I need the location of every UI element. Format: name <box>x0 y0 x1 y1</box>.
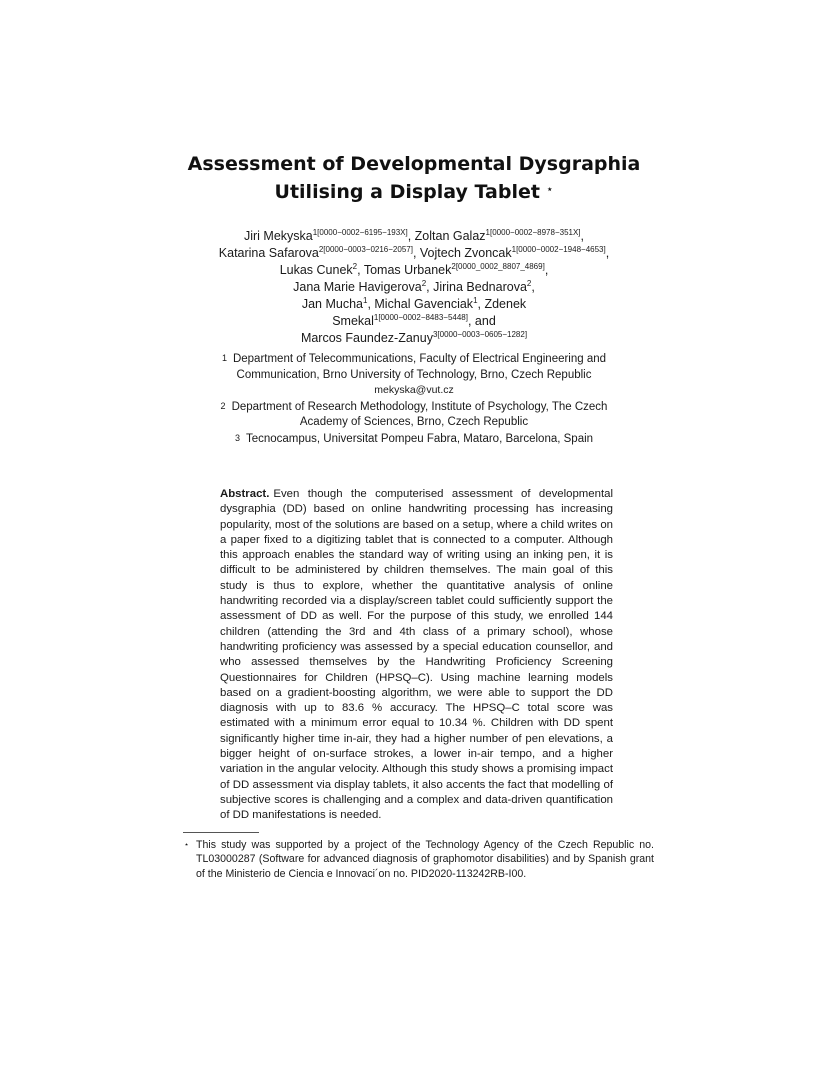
author-name: Jiri Mekyska <box>243 229 313 243</box>
author-affil-mark: 1 <box>473 296 478 305</box>
author-name: Katarina Safarova <box>218 246 319 260</box>
affiliation-1-cont <box>0 368 828 384</box>
author-orcid: 1[0000−0002−8483−5448] <box>373 313 468 322</box>
title-text-1: Assessment of Developmental Dysgraphia <box>187 153 641 175</box>
affiliation-number: 3 <box>234 432 240 443</box>
affiliation-text: Tecnocampus, Universitat Pompeu Fabra, Mataro, Barcelona, Spain <box>245 432 594 445</box>
affiliation-3 <box>0 431 828 448</box>
author-line-5 <box>0 296 828 313</box>
author-name: , Michal Gavenciak <box>367 297 474 311</box>
author-line-2 <box>0 245 828 262</box>
author-orcid: 1[0000−0002−6195−193X] <box>312 228 408 237</box>
author-name: Smekal <box>332 314 374 328</box>
affiliation-text: Communication, Brno University of Technology, Brno, Czech Republic <box>236 368 592 381</box>
affiliation-list <box>0 351 828 447</box>
title-footnote-marker: ⋆ <box>545 182 554 196</box>
author-name: Jana Marie Havigerova <box>293 280 422 294</box>
footnote <box>184 838 654 881</box>
affiliation-number: 2 <box>220 400 226 411</box>
author-orcid: 2[0000_0002_8807_4869] <box>451 262 545 271</box>
author-name: , Jirina Bednarova <box>426 280 527 294</box>
author-line-3 <box>0 262 828 279</box>
author-separator: , <box>580 229 585 243</box>
affiliation-2 <box>0 399 828 416</box>
abstract-text: Even though the computerised assessment of developmental dysgraphia (DD) based on online handwriting processing has increasing popularity, most of the solutions are based on a setup, where a child writes on a paper fixed to a digitizing tablet that is connected to a computer. Although this approach enables the standard way of writing using an inking pen, it is difficult to be administered by children themselves. The main goal of this study is thus to explore, whether the quantitative analysis of online handwriting recorded via a display/screen tablet could sufficiently support the assessment of DD as well. For the purpose of this study, we enrolled 144 children (attending the 3rd and 4th class of a primary school), whose handwriting proficiency was assessed by a special education counsellor, and who assessed themselves by the Handwriting Proficiency Screening Questionnaires for Children (HPSQ–C). Using machine learning models based on a gradient-boosting algorithm, we were able to support the DD diagnosis with up to 83.6 % accuracy. The HPSQ–C total score was estimated with a minimum error equal to 10.34 %. Children with DD spent significantly higher time in-air, they had a higher number of pen elevations, a bigger height of on-surface strokes, a lower in-air tempo, and a higher variation in the angular velocity. Although this study shows a promising impact of DD assessment via display tablets, it also accents the fact that modelling of subjective scores is challenging and a complex and data-driven quantification of DD manifestations is needed. <box>220 488 613 822</box>
author-affil-mark: 2 <box>421 279 427 288</box>
affiliation-number: 1 <box>221 353 227 363</box>
affiliation-1 <box>0 351 828 368</box>
paper-title-line-1 <box>0 153 828 175</box>
abstract-label: Abstract. <box>220 488 270 500</box>
title-text-2: Utilising a Display Tablet <box>274 181 540 203</box>
author-separator: , <box>544 263 549 277</box>
author-line-4 <box>0 279 828 296</box>
author-line-1 <box>0 228 828 245</box>
footnote-text: This study was supported by a project of the Technology Agency of the Czech Republic no. TL03000287 (Software for advanced diagnosis of graphomotor disabilities) and by Spanish grant of the Ministerio de Ciencia e Innovaci´on no. PID2020-113242RB-I00. <box>196 839 654 880</box>
author-separator: , Zdenek <box>477 297 527 311</box>
author-orcid: 3[0000−0003−0605−1282] <box>432 330 528 339</box>
author-affil-mark: 2 <box>526 279 532 288</box>
affiliation-text: Department of Telecommunications, Faculty of Electrical Engineering and <box>232 353 607 365</box>
author-separator: , <box>531 280 535 294</box>
author-affil-mark: 2 <box>352 262 358 271</box>
author-separator: , <box>605 246 610 260</box>
author-separator: , and <box>467 314 496 328</box>
affiliation-text: Department of Research Methodology, Institute of Psychology, The Czech <box>231 400 608 413</box>
footnote-marker: ⋆ <box>184 840 190 849</box>
affiliation-2-cont <box>0 415 828 431</box>
author-affil-mark: 1 <box>363 296 368 305</box>
email-text: mekyska@vut.cz <box>374 384 454 396</box>
author-line-7 <box>0 330 828 347</box>
author-name: , Vojtech Zvoncak <box>412 246 512 260</box>
contact-email <box>0 383 828 399</box>
author-list <box>0 228 828 347</box>
author-name: Marcos Faundez-Zanuy <box>300 331 433 345</box>
author-name: , Tomas Urbanek <box>357 263 452 277</box>
author-name: , Zoltan Galaz <box>407 229 486 243</box>
abstract <box>220 487 613 824</box>
author-orcid: 2[0000−0003−0216−2057] <box>318 245 413 254</box>
author-name: Lukas Cunek <box>279 263 353 277</box>
affiliation-text: Academy of Sciences, Brno, Czech Republic <box>299 416 529 428</box>
author-orcid: 1[0000−0002−8978−351X] <box>485 228 581 237</box>
paper-title-line-2 <box>0 181 828 203</box>
author-name: Jan Mucha <box>301 297 363 311</box>
author-line-6 <box>0 313 828 330</box>
author-orcid: 1[0000−0002−1948−4653] <box>511 245 606 254</box>
footnote-divider <box>183 832 259 833</box>
